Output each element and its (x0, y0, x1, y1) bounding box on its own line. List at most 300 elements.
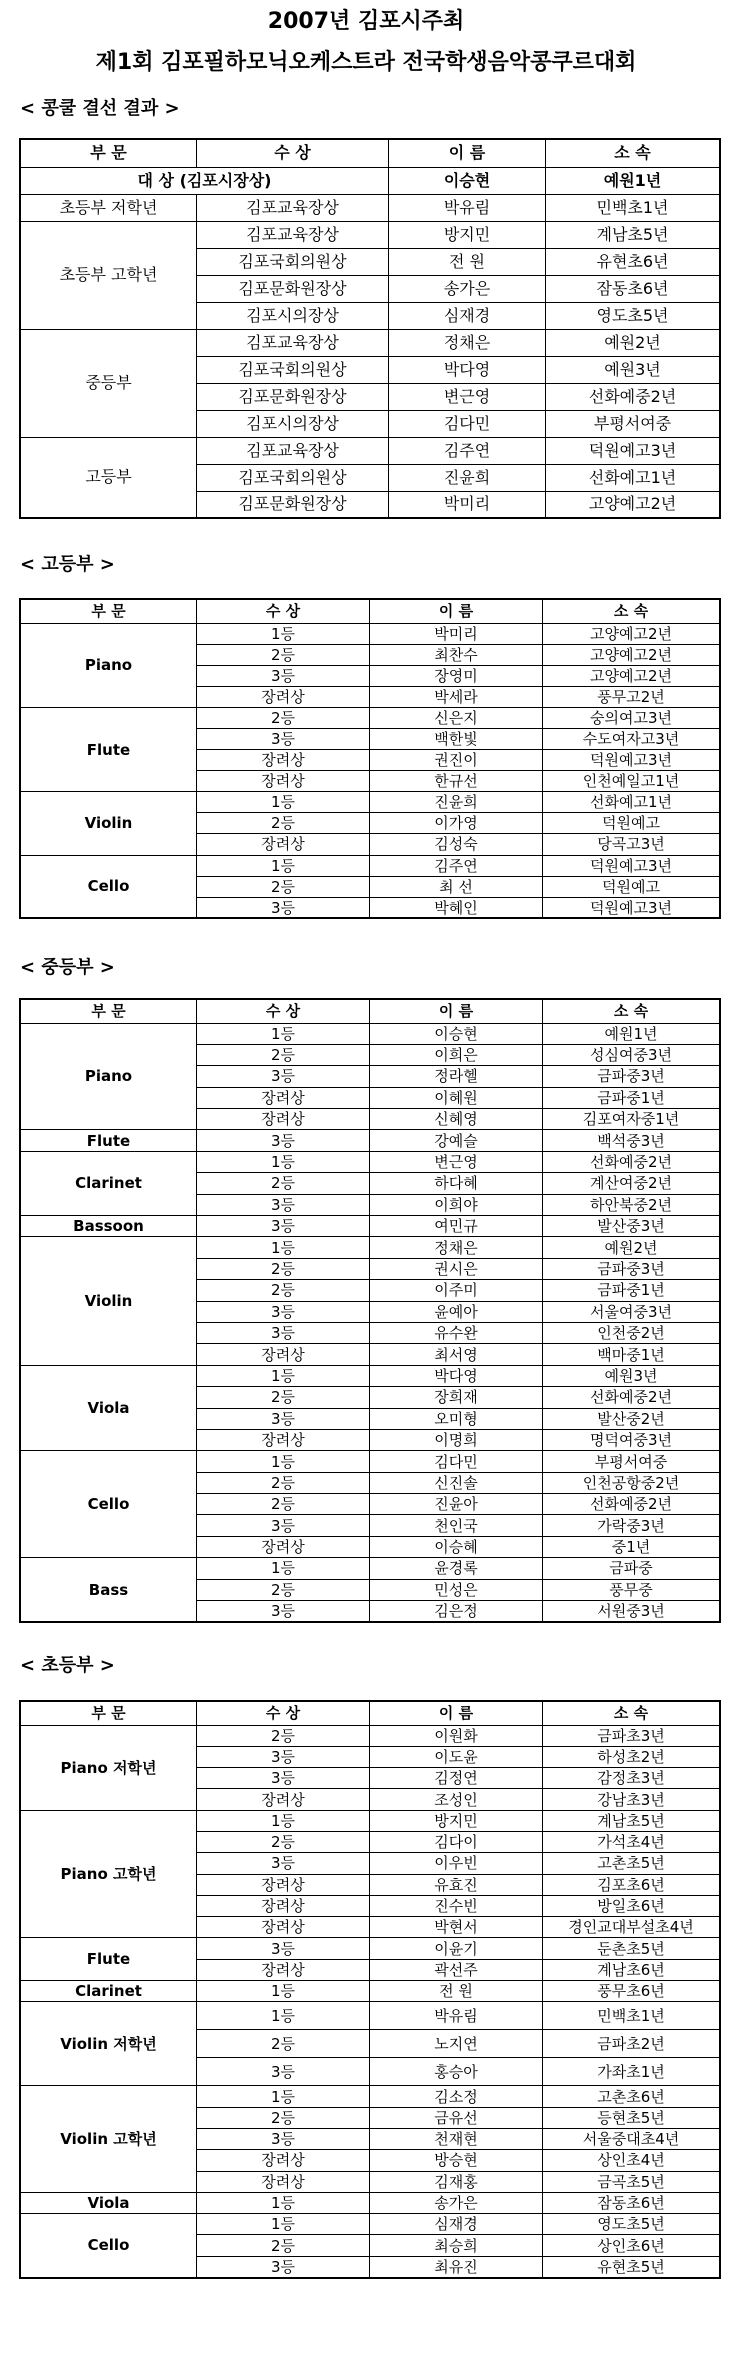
table-header-row (20, 599, 720, 623)
school-cell: 둔촌초5년 (543, 1938, 721, 1959)
school-cell: 덕원예고 (543, 876, 721, 897)
award-cell: 2등 (197, 813, 370, 834)
name-cell: 김성숙 (370, 834, 543, 855)
award-cell: 장려상 (197, 1429, 370, 1450)
table-row (20, 1130, 720, 1151)
name-cell: 진윤아 (370, 1494, 543, 1515)
name-cell: 최찬수 (370, 644, 543, 665)
table-row (20, 2086, 720, 2107)
award-cell: 장려상 (197, 1109, 370, 1130)
school-cell: 유현초6년 (546, 248, 721, 275)
table-header-row (20, 999, 720, 1023)
award-cell: 김포교육장상 (197, 221, 389, 248)
name-cell: 신진솔 (370, 1472, 543, 1493)
name-cell: 이승현 (370, 1023, 543, 1044)
table-row (20, 2002, 720, 2030)
name-cell: 유수완 (370, 1322, 543, 1343)
award-cell: 1등 (197, 1810, 370, 1831)
table-row (20, 2192, 720, 2213)
award-cell: 1등 (197, 2192, 370, 2213)
school-cell: 금파중3년 (543, 1258, 721, 1279)
award-cell: 김포시의장상 (197, 302, 389, 329)
school-cell: 인천예일고1년 (543, 771, 721, 792)
award-cell: 김포문화원장상 (197, 383, 389, 410)
name-cell: 정라헬 (370, 1066, 543, 1087)
award-cell: 3등 (197, 1322, 370, 1343)
table-head (20, 139, 720, 167)
school-cell: 금파중1년 (543, 1280, 721, 1301)
award-cell: 3등 (197, 2256, 370, 2277)
column-header: 소 속 (543, 599, 721, 623)
school-cell: 예원2년 (543, 1237, 721, 1258)
name-cell: 유효진 (370, 1874, 543, 1895)
award-cell: 2등 (197, 1831, 370, 1852)
award-cell: 2등 (197, 2235, 370, 2256)
school-cell: 백석중3년 (543, 1130, 721, 1151)
table-row (20, 2214, 720, 2235)
table-row (20, 1725, 720, 1746)
grand-prize-award-cell: 대 상 (김포시장상) (20, 167, 389, 194)
school-cell: 금파중1년 (543, 1087, 721, 1108)
section-label-high-school: < 고등부 > (20, 554, 115, 575)
award-cell: 3등 (197, 1601, 370, 1622)
page-title: 2007년 김포시주최 (267, 9, 465, 34)
table-body (20, 623, 720, 918)
award-cell: 1등 (197, 1558, 370, 1579)
column-header: 소 속 (546, 139, 721, 167)
table-row (20, 1558, 720, 1579)
name-cell: 신혜영 (370, 1109, 543, 1130)
table-row (20, 707, 720, 728)
section-label-middle-school: < 중등부 > (20, 957, 115, 978)
school-cell: 선화예중2년 (543, 1387, 721, 1408)
school-cell: 인천중2년 (543, 1322, 721, 1343)
school-cell: 고양예고2년 (543, 665, 721, 686)
category-cell: Cello (20, 2214, 197, 2278)
category-cell: Viola (20, 2192, 197, 2213)
award-cell: 2등 (197, 1173, 370, 1194)
elementary-results-table (19, 1700, 721, 2279)
school-cell: 고양예고2년 (543, 644, 721, 665)
school-cell: 방일초6년 (543, 1895, 721, 1916)
school-cell: 상인초4년 (543, 2150, 721, 2171)
award-cell: 3등 (197, 665, 370, 686)
award-cell: 3등 (197, 1938, 370, 1959)
school-cell: 덕원예고 (543, 813, 721, 834)
name-cell: 김다민 (370, 1451, 543, 1472)
finals-results-table (19, 138, 721, 519)
name-cell: 최승희 (370, 2235, 543, 2256)
award-cell: 김포국회의원상 (197, 356, 389, 383)
table-body (20, 1725, 720, 2278)
school-cell: 부평서여중 (543, 1451, 721, 1472)
award-cell: 2등 (197, 2030, 370, 2058)
award-cell: 장려상 (197, 1087, 370, 1108)
school-cell: 덕원예고3년 (546, 437, 721, 464)
column-header: 수 상 (197, 139, 389, 167)
award-cell: 김포교육장상 (197, 194, 389, 221)
category-cell: 초등부 저학년 (20, 194, 197, 221)
award-cell: 2등 (197, 1387, 370, 1408)
table-row (20, 623, 720, 644)
category-cell: Bass (20, 1558, 197, 1622)
school-cell: 서울중대초4년 (543, 2128, 721, 2149)
school-cell: 금파중 (543, 1558, 721, 1579)
school-cell: 가락중3년 (543, 1515, 721, 1536)
category-cell: Bassoon (20, 1216, 197, 1237)
school-cell: 고촌초6년 (543, 2086, 721, 2107)
category-cell: 고등부 (20, 437, 197, 518)
award-cell: 3등 (197, 2058, 370, 2086)
name-cell: 심재경 (389, 302, 546, 329)
award-cell: 2등 (197, 644, 370, 665)
name-cell: 변근영 (389, 383, 546, 410)
award-cell: 2등 (197, 1494, 370, 1515)
award-cell: 2등 (197, 1472, 370, 1493)
category-cell: Piano 고학년 (20, 1810, 197, 1938)
category-cell: Flute (20, 1130, 197, 1151)
school-cell: 하성초2년 (543, 1746, 721, 1767)
name-cell: 노지연 (370, 2030, 543, 2058)
section-label-finals: < 콩쿨 결선 결과 > (20, 98, 180, 119)
name-cell: 이우빈 (370, 1853, 543, 1874)
table-row (20, 1938, 720, 1959)
category-cell: Clarinet (20, 1981, 197, 2002)
table-header-row (20, 139, 720, 167)
column-header: 이 름 (389, 139, 546, 167)
school-cell: 계산여중2년 (543, 1173, 721, 1194)
grand-prize-name-cell: 이승현 (389, 167, 546, 194)
name-cell: 진윤희 (370, 792, 543, 813)
name-cell: 금유선 (370, 2107, 543, 2128)
name-cell: 곽선주 (370, 1959, 543, 1980)
award-cell: 3등 (197, 1746, 370, 1767)
column-header: 부 문 (20, 599, 197, 623)
category-cell: Piano 저학년 (20, 1725, 197, 1810)
name-cell: 하다혜 (370, 1173, 543, 1194)
award-cell: 장려상 (197, 2150, 370, 2171)
name-cell: 김주연 (370, 855, 543, 876)
award-cell: 1등 (197, 2002, 370, 2030)
award-cell: 1등 (197, 623, 370, 644)
category-cell: Violin 고학년 (20, 2086, 197, 2192)
name-cell: 송가은 (370, 2192, 543, 2213)
table-row (20, 329, 720, 356)
award-cell: 장려상 (197, 1789, 370, 1810)
school-cell: 계남초5년 (546, 221, 721, 248)
name-cell: 이희은 (370, 1044, 543, 1065)
award-cell: 장려상 (197, 2171, 370, 2192)
award-cell: 3등 (197, 728, 370, 749)
name-cell: 최 선 (370, 876, 543, 897)
school-cell: 금파중3년 (543, 1066, 721, 1087)
name-cell: 장희재 (370, 1387, 543, 1408)
name-cell: 천인국 (370, 1515, 543, 1536)
name-cell: 천재현 (370, 2128, 543, 2149)
school-cell: 등현초5년 (543, 2107, 721, 2128)
name-cell: 박미리 (389, 491, 546, 518)
name-cell: 박다영 (370, 1365, 543, 1386)
school-cell: 잠동초6년 (543, 2192, 721, 2213)
award-cell: 1등 (197, 1451, 370, 1472)
column-header: 수 상 (197, 1701, 370, 1725)
award-cell: 1등 (197, 2086, 370, 2107)
award-cell: 3등 (197, 1216, 370, 1237)
award-cell: 1등 (197, 1237, 370, 1258)
table-row (20, 855, 720, 876)
name-cell: 박유림 (370, 2002, 543, 2030)
award-cell: 2등 (197, 1280, 370, 1301)
table-row (20, 1023, 720, 1044)
school-cell: 풍무중 (543, 1579, 721, 1600)
name-cell: 전 원 (370, 1981, 543, 2002)
award-cell: 김포시의장상 (197, 410, 389, 437)
high-school-results-table (19, 598, 721, 919)
category-cell: Cello (20, 855, 197, 918)
award-cell: 김포문화원장상 (197, 491, 389, 518)
name-cell: 박세라 (370, 686, 543, 707)
category-cell: Violin (20, 792, 197, 855)
name-cell: 정채은 (389, 329, 546, 356)
name-cell: 백한빛 (370, 728, 543, 749)
name-cell: 김소정 (370, 2086, 543, 2107)
name-cell: 이윤기 (370, 1938, 543, 1959)
award-cell: 3등 (197, 1194, 370, 1215)
award-cell: 장려상 (197, 1536, 370, 1557)
award-cell: 1등 (197, 1981, 370, 2002)
school-cell: 당곡고3년 (543, 834, 721, 855)
category-cell: Violin (20, 1237, 197, 1365)
table-body (20, 1023, 720, 1622)
name-cell: 홍승아 (370, 2058, 543, 2086)
school-cell: 잠동초6년 (546, 275, 721, 302)
award-cell: 2등 (197, 1725, 370, 1746)
name-cell: 김다이 (370, 1831, 543, 1852)
table-row (20, 1237, 720, 1258)
name-cell: 장영미 (370, 665, 543, 686)
award-cell: 장려상 (197, 771, 370, 792)
school-cell: 계남초6년 (543, 1959, 721, 1980)
column-header: 이 름 (370, 1701, 543, 1725)
middle-school-results-table (19, 998, 721, 1623)
school-cell: 풍무고2년 (543, 686, 721, 707)
name-cell: 이명희 (370, 1429, 543, 1450)
school-cell: 강남초3년 (543, 1789, 721, 1810)
school-cell: 금파초3년 (543, 1725, 721, 1746)
table-row (20, 1151, 720, 1172)
name-cell: 방지민 (389, 221, 546, 248)
category-cell: Cello (20, 1451, 197, 1558)
name-cell: 진수빈 (370, 1895, 543, 1916)
school-cell: 영도초5년 (543, 2214, 721, 2235)
name-cell: 오미형 (370, 1408, 543, 1429)
name-cell: 권시은 (370, 1258, 543, 1279)
school-cell: 서울여중3년 (543, 1301, 721, 1322)
award-cell: 1등 (197, 792, 370, 813)
school-cell: 선화예중2년 (543, 1494, 721, 1515)
name-cell: 신은지 (370, 707, 543, 728)
table-row (20, 221, 720, 248)
school-cell: 고촌초5년 (543, 1853, 721, 1874)
name-cell: 권진이 (370, 750, 543, 771)
award-cell: 2등 (197, 1579, 370, 1600)
award-cell: 3등 (197, 1301, 370, 1322)
award-cell: 3등 (197, 1408, 370, 1429)
name-cell: 김정연 (370, 1768, 543, 1789)
award-cell: 2등 (197, 1258, 370, 1279)
table-head (20, 999, 720, 1023)
name-cell: 김주연 (389, 437, 546, 464)
name-cell: 박혜인 (370, 897, 543, 918)
school-cell: 고양예고2년 (543, 623, 721, 644)
column-header: 소 속 (543, 1701, 721, 1725)
column-header: 부 문 (20, 1701, 197, 1725)
name-cell: 이희야 (370, 1194, 543, 1215)
school-cell: 계남초5년 (543, 1810, 721, 1831)
column-header: 이 름 (370, 599, 543, 623)
school-cell: 선화예고1년 (546, 464, 721, 491)
table-head (20, 1701, 720, 1725)
school-cell: 가좌초1년 (543, 2058, 721, 2086)
award-cell: 2등 (197, 1044, 370, 1065)
school-cell: 덕원예고3년 (543, 897, 721, 918)
school-cell: 하안북중2년 (543, 1194, 721, 1215)
name-cell: 윤경록 (370, 1558, 543, 1579)
name-cell: 이도윤 (370, 1746, 543, 1767)
school-cell: 예원1년 (543, 1023, 721, 1044)
school-cell: 선화예고1년 (543, 792, 721, 813)
name-cell: 조성인 (370, 1789, 543, 1810)
school-cell: 상인초6년 (543, 2235, 721, 2256)
name-cell: 최서영 (370, 1344, 543, 1365)
category-cell: Clarinet (20, 1151, 197, 1215)
name-cell: 이가영 (370, 813, 543, 834)
award-cell: 2등 (197, 707, 370, 728)
school-cell: 가석초4년 (543, 1831, 721, 1852)
school-cell: 김포여자중1년 (543, 1109, 721, 1130)
name-cell: 심재경 (370, 2214, 543, 2235)
school-cell: 수도여자고3년 (543, 728, 721, 749)
award-cell: 장려상 (197, 750, 370, 771)
table-header-row (20, 1701, 720, 1725)
school-cell: 서원중3년 (543, 1601, 721, 1622)
award-cell: 3등 (197, 1853, 370, 1874)
award-cell: 3등 (197, 1768, 370, 1789)
column-header: 부 문 (20, 139, 197, 167)
award-cell: 장려상 (197, 686, 370, 707)
category-cell: Violin 저학년 (20, 2002, 197, 2086)
school-cell: 김포초6년 (543, 1874, 721, 1895)
name-cell: 윤예아 (370, 1301, 543, 1322)
name-cell: 최유진 (370, 2256, 543, 2277)
table-row (20, 792, 720, 813)
name-cell: 이원화 (370, 1725, 543, 1746)
award-cell: 장려상 (197, 1344, 370, 1365)
school-cell: 금곡초5년 (543, 2171, 721, 2192)
name-cell: 방지민 (370, 1810, 543, 1831)
award-cell: 1등 (197, 1365, 370, 1386)
award-cell: 2등 (197, 876, 370, 897)
table-row (20, 194, 720, 221)
table-row (20, 1451, 720, 1472)
name-cell: 변근영 (370, 1151, 543, 1172)
school-cell: 중1년 (543, 1536, 721, 1557)
category-cell: 초등부 고학년 (20, 221, 197, 329)
school-cell: 인천공항중2년 (543, 1472, 721, 1493)
name-cell: 민성은 (370, 1579, 543, 1600)
column-header: 수 상 (197, 999, 370, 1023)
table-row (20, 1365, 720, 1386)
school-cell: 덕원예고3년 (543, 750, 721, 771)
school-cell: 유현초5년 (543, 2256, 721, 2277)
name-cell: 강예슬 (370, 1130, 543, 1151)
award-cell: 김포교육장상 (197, 329, 389, 356)
name-cell: 김재홍 (370, 2171, 543, 2192)
name-cell: 정채은 (370, 1237, 543, 1258)
school-cell: 영도초5년 (546, 302, 721, 329)
page-subtitle: 제1회 김포필하모닉오케스트라 전국학생음악콩쿠르대회 (95, 50, 637, 75)
table-head (20, 599, 720, 623)
school-cell: 예원3년 (546, 356, 721, 383)
column-header: 부 문 (20, 999, 197, 1023)
award-cell: 1등 (197, 855, 370, 876)
column-header: 이 름 (370, 999, 543, 1023)
name-cell: 박미리 (370, 623, 543, 644)
school-cell: 금파초2년 (543, 2030, 721, 2058)
category-cell: Piano (20, 1023, 197, 1130)
grand-prize-school-cell: 예원1년 (546, 167, 721, 194)
name-cell: 박유림 (389, 194, 546, 221)
name-cell: 송가은 (389, 275, 546, 302)
school-cell: 덕원예고3년 (543, 855, 721, 876)
award-cell: 3등 (197, 1066, 370, 1087)
school-cell: 예원3년 (543, 1365, 721, 1386)
column-header: 소 속 (543, 999, 721, 1023)
school-cell: 숭의여고3년 (543, 707, 721, 728)
school-cell: 예원2년 (546, 329, 721, 356)
name-cell: 진윤희 (389, 464, 546, 491)
table-body (20, 167, 720, 518)
school-cell: 민백초1년 (543, 2002, 721, 2030)
award-cell: 장려상 (197, 834, 370, 855)
school-cell: 부평서여중 (546, 410, 721, 437)
school-cell: 성심여중3년 (543, 1044, 721, 1065)
school-cell: 감정초3년 (543, 1768, 721, 1789)
column-header: 수 상 (197, 599, 370, 623)
school-cell: 발산중3년 (543, 1216, 721, 1237)
award-cell: 장려상 (197, 1917, 370, 1938)
award-cell: 김포국회의원상 (197, 464, 389, 491)
award-cell: 김포교육장상 (197, 437, 389, 464)
school-cell: 민백초1년 (546, 194, 721, 221)
name-cell: 박현서 (370, 1917, 543, 1938)
award-cell: 1등 (197, 1151, 370, 1172)
name-cell: 김다민 (389, 410, 546, 437)
award-cell: 김포문화원장상 (197, 275, 389, 302)
award-cell: 장려상 (197, 1895, 370, 1916)
table-row (20, 1216, 720, 1237)
award-cell: 1등 (197, 2214, 370, 2235)
award-cell: 1등 (197, 1023, 370, 1044)
award-cell: 장려상 (197, 1959, 370, 1980)
category-cell: Piano (20, 623, 197, 707)
award-cell: 3등 (197, 2128, 370, 2149)
award-cell: 2등 (197, 2107, 370, 2128)
school-cell: 선화예중2년 (543, 1151, 721, 1172)
category-cell: Viola (20, 1365, 197, 1451)
table-row (20, 437, 720, 464)
table-row (20, 1810, 720, 1831)
